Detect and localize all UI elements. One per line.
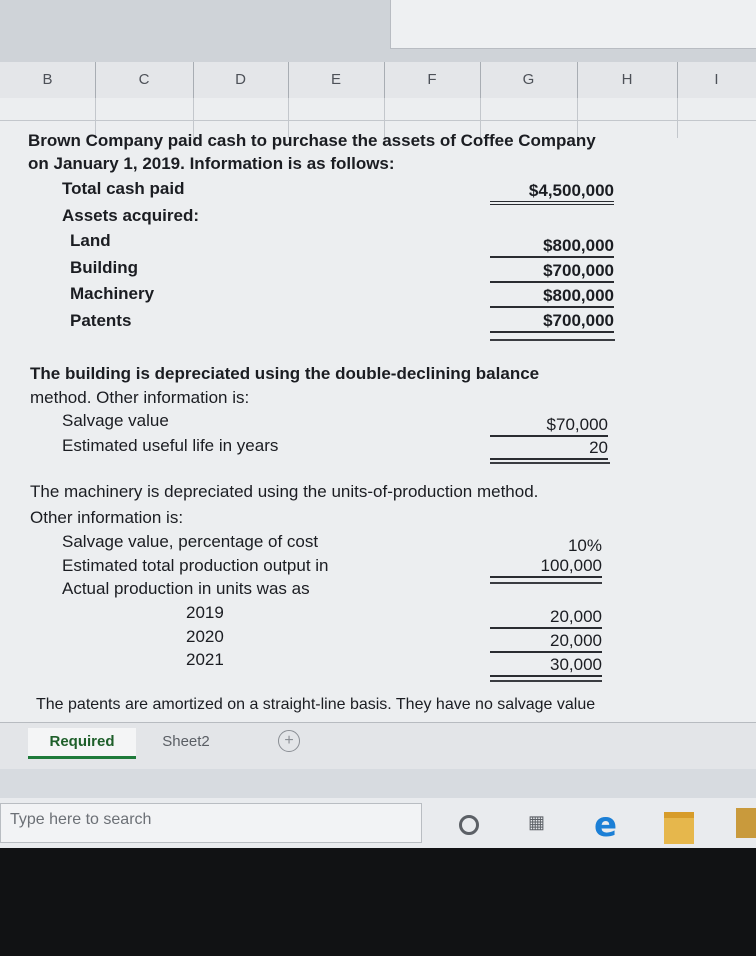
building-life-underline <box>490 462 610 464</box>
search-placeholder: Type here to search <box>10 811 152 828</box>
asset-label-machinery: Machinery <box>70 284 155 303</box>
total-underline <box>490 339 615 341</box>
edge-browser-icon[interactable]: e <box>594 805 618 845</box>
cortana-icon[interactable] <box>459 815 479 835</box>
tab-required[interactable]: Required <box>28 728 136 759</box>
column-header-f[interactable]: F <box>384 62 481 98</box>
building-life-label: Estimated useful life in years <box>62 436 279 455</box>
column-header-d[interactable]: D <box>193 62 289 98</box>
machinery-text-1: The machinery is depreciated using the units-of-production method. <box>30 482 539 501</box>
asset-label-building: Building <box>70 258 138 277</box>
formula-area[interactable] <box>390 0 756 49</box>
total-cash-value: $4,500,000 <box>490 181 614 205</box>
building-text-2: method. Other information is: <box>30 388 250 407</box>
production-units-2020: 20,000 <box>490 631 602 653</box>
store-icon[interactable] <box>736 808 756 838</box>
asset-label-patents: Patents <box>70 311 132 330</box>
patents-text: The patents are amortized on a straight-line basis. They have no salvage value <box>36 696 596 713</box>
column-header-i[interactable]: I <box>714 71 719 88</box>
production-underline <box>490 680 602 682</box>
building-life-value: 20 <box>490 438 608 460</box>
machinery-salvage-label: Salvage value, percentage of cost <box>62 532 319 551</box>
production-units-2019: 20,000 <box>490 607 602 629</box>
production-year-2020: 2020 <box>186 627 224 646</box>
building-salvage-label: Salvage value <box>62 411 169 430</box>
asset-value-building: $700,000 <box>490 261 614 283</box>
asset-value-patents: $700,000 <box>490 311 614 333</box>
column-header-g[interactable]: G <box>480 62 578 98</box>
file-explorer-icon[interactable] <box>664 812 694 844</box>
assets-label: Assets acquired: <box>62 206 199 225</box>
asset-value-land: $800,000 <box>490 236 614 258</box>
total-cash-label: Total cash paid <box>62 179 185 198</box>
add-sheet-button[interactable]: + <box>278 730 300 752</box>
production-units-2021: 30,000 <box>490 655 602 677</box>
heading-line-1: Brown Company paid cash to purchase the assets of Coffee Company <box>28 131 596 150</box>
grid-column-line <box>677 98 678 138</box>
heading-line-2: on January 1, 2019. Information is as follows: <box>28 154 395 173</box>
tab-sheet2[interactable]: Sheet2 <box>162 733 210 750</box>
building-text-1: The building is depreciated using the double-declining balance <box>30 364 540 383</box>
monitor-bezel <box>0 848 756 956</box>
output-underline <box>490 582 602 584</box>
asset-value-machinery: $800,000 <box>490 286 614 308</box>
asset-label-land: Land <box>70 231 111 250</box>
column-header-h[interactable]: H <box>577 62 678 98</box>
building-salvage-value: $70,000 <box>490 415 608 437</box>
machinery-output-label: Estimated total production output in <box>62 556 329 575</box>
column-header-b[interactable]: B <box>0 62 96 98</box>
column-header-c[interactable]: C <box>95 62 194 98</box>
grid-row-line <box>0 120 756 121</box>
machinery-output-value: 100,000 <box>490 556 602 578</box>
production-year-2021: 2021 <box>186 650 224 669</box>
task-view-icon[interactable]: ▦ <box>528 812 546 832</box>
machinery-salvage-value: 10% <box>567 536 602 555</box>
machinery-text-2: Other information is: <box>30 508 184 527</box>
column-header-e[interactable]: E <box>288 62 385 98</box>
production-year-2019: 2019 <box>186 603 224 622</box>
actual-production-label: Actual production in units was as <box>62 579 310 598</box>
